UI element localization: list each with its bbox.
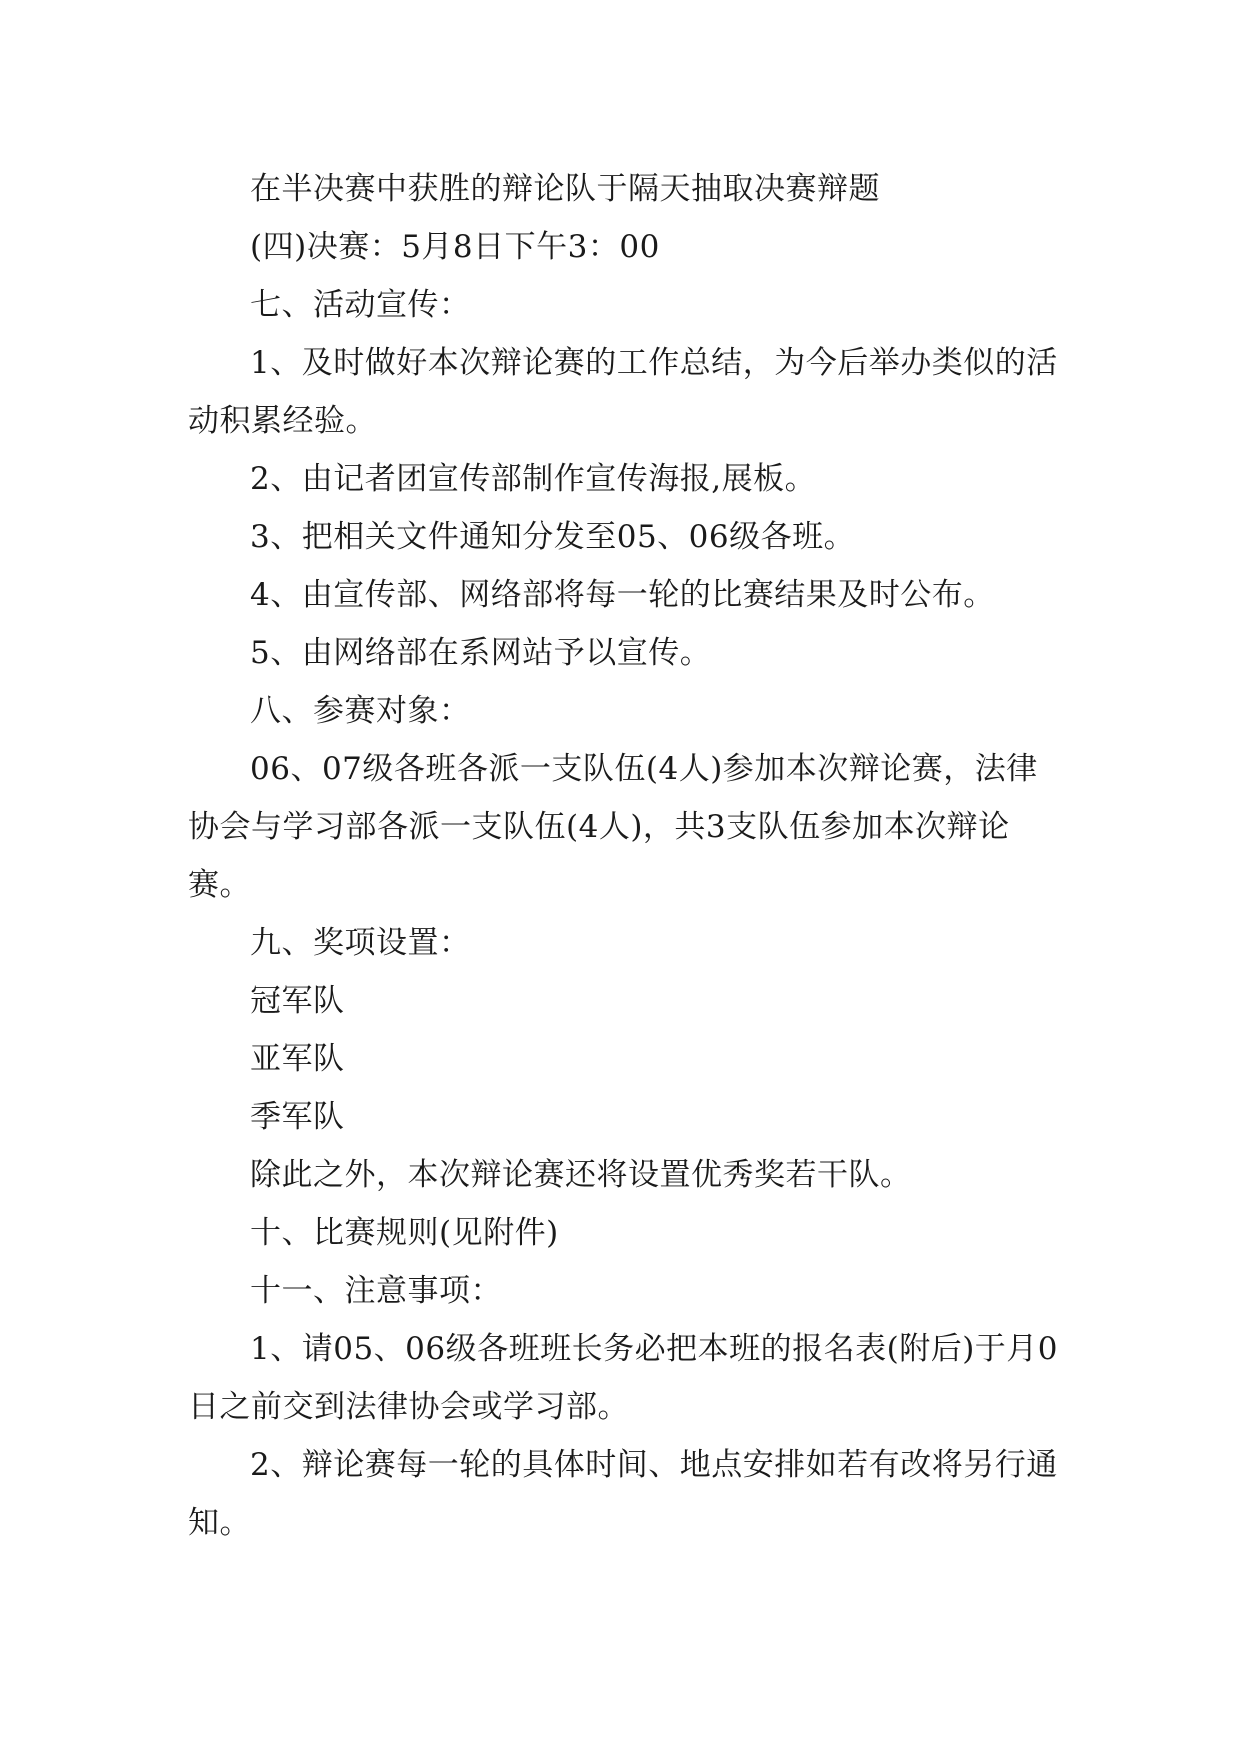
document-body [188, 160, 1068, 1552]
section-heading-publicity: 七、活动宣传： [250, 287, 471, 323]
paragraph-award-extra: 除此之外，本次辩论赛还将设置优秀奖若干队。 [250, 1157, 912, 1193]
paragraph-publicity-2: 2、由记者团宣传部制作宣传海报,展板。 [250, 461, 817, 497]
paragraph-semifinal-note: 在半决赛中获胜的辩论队于隔天抽取决赛辩题 [250, 171, 880, 207]
paragraph-publicity-3: 3、把相关文件通知分发至05、06级各班。 [250, 519, 856, 555]
paragraph-award-champion: 冠军队 [250, 983, 345, 1019]
paragraph-note-1: 1、请05、06级各班班长务必把本班的报名表(附后)于月0日之前交到法律协会或学习部。 [188, 1331, 1059, 1425]
paragraph-participants: 06、07级各班各派一支队伍(4人)参加本次辩论赛，法律协会与学习部各派一支队伍(4人)，共3支队伍参加本次辩论赛。 [188, 751, 1038, 903]
section-heading-awards: 九、奖项设置： [250, 925, 471, 961]
paragraph-publicity-4: 4、由宣传部、网络部将每一轮的比赛结果及时公布。 [250, 577, 995, 613]
paragraph-note-2: 2、辩论赛每一轮的具体时间、地点安排如若有改将另行通知。 [188, 1447, 1058, 1541]
paragraph-award-third: 季军队 [250, 1099, 345, 1135]
section-heading-participants: 八、参赛对象： [250, 693, 471, 729]
paragraph-award-runner-up: 亚军队 [250, 1041, 345, 1077]
paragraph-publicity-1: 1、及时做好本次辩论赛的工作总结，为今后举办类似的活动积累经验。 [188, 345, 1058, 439]
paragraph-publicity-5: 5、由网络部在系网站予以宣传。 [250, 635, 712, 671]
section-heading-notes: 十一、注意事项： [250, 1273, 502, 1309]
paragraph-final-time: (四)决赛：5月8日下午3：00 [250, 229, 660, 265]
section-heading-rules: 十、比赛规则(见附件) [250, 1215, 559, 1251]
